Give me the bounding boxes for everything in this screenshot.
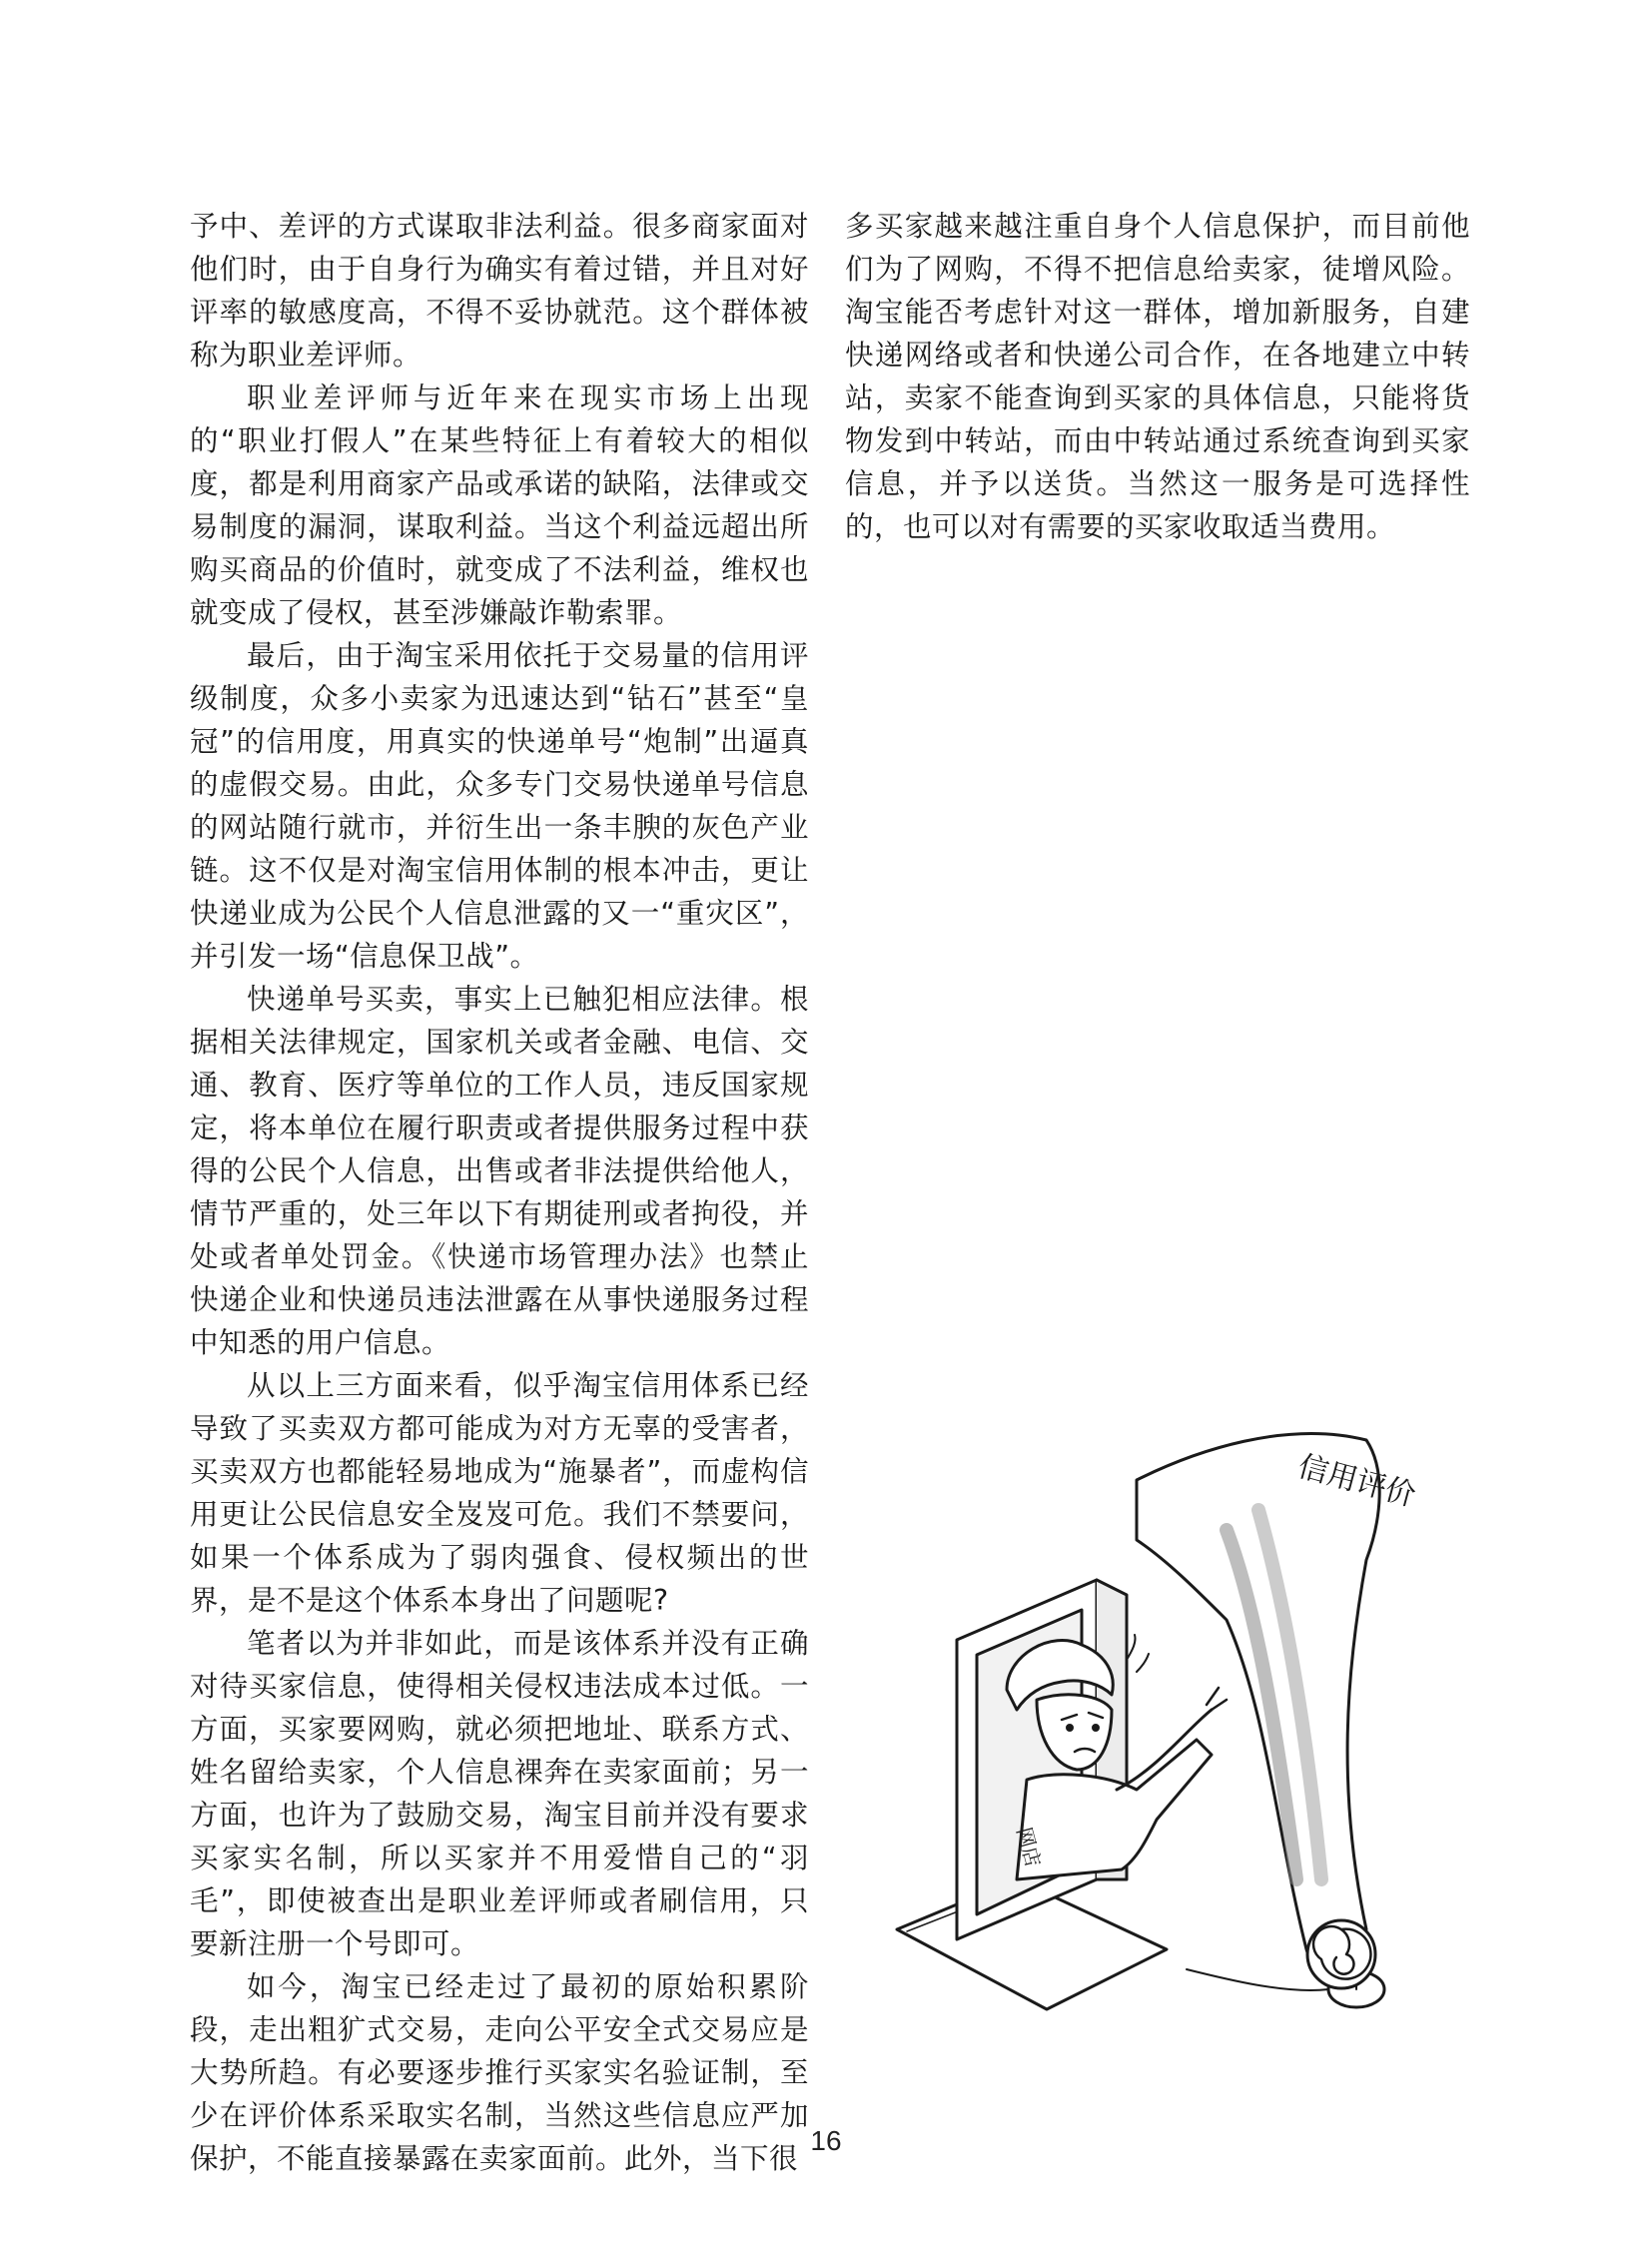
screen-label: 网店: [1012, 1825, 1046, 1869]
left-column: [190, 205, 809, 2180]
page-number: 16: [810, 2125, 842, 2156]
paragraph: 予中、差评的方式谋取非法利益。很多商家面对他们时，由于自身行为确实有着过错，并且对好评率的敏感度高，不得不妥协就范。这个群体被称为职业差评师。: [190, 210, 809, 372]
paragraph: 快递单号买卖，事实上已触犯相应法律。根据相关法律规定，国家机关或者金融、电信、交通、教育、医疗等单位的工作人员，违反国家规定，将本单位在履行职责或者提供服务过程中获得的公民个人信息，出售或者非法提供给他人，情节严重的，处三年以下有期徒刑或者拘役，并处或者单处罚金。《快递市场管理办法》也禁止快递企业和快递员违法泄露在从事快递服务过程中知悉的用户信息。: [190, 983, 809, 1359]
paragraph: 如今，淘宝已经走过了最初的原始积累阶段，走出粗犷式交易，走向公平安全式交易应是大势所趋。有必要逐步推行买家实名验证制，至少在评价体系采取实名制，当然这些信息应严加保护，不能直接暴露在卖家面前。此外，当下很: [190, 1970, 809, 2175]
paragraph: 多买家越来越注重自身个人信息保护，而目前他们为了网购，不得不把信息给卖家，徒增风险。淘宝能否考虑针对这一群体，增加新服务，自建快递网络或者和快递公司合作，在各地建立中转站，卖家不能查询到买家的具体信息，只能将货物发到中转站，而由中转站通过系统查询到买家信息，并予以送货。当然这一服务是可选择性的，也可以对有需要的买家收取适当费用。: [845, 210, 1470, 543]
cartoon-illustration: [867, 1410, 1456, 2019]
paragraph: 最后，由于淘宝采用依托于交易量的信用评级制度，众多小卖家为迅速达到“钻石”甚至“皇冠”的信用度，用真实的快递单号“炮制”出逼真的虚假交易。由此，众多专门交易快递单号信息的网站随行就市，并衍生出一条丰腴的灰色产业链。这不仅是对淘宝信用体制的根本冲击，更让快递业成为公民个人信息泄露的又一“重灾区”，并引发一场“信息保卫战”。: [190, 639, 809, 973]
right-column: [845, 205, 1470, 548]
paragraph: 职业差评师与近年来在现实市场上出现的“职业打假人”在某些特征上有着较大的相似度，都是利用商家产品或承诺的缺陷，法律或交易制度的漏洞，谋取利益。当这个利益远超出所购买商品的价值时，就变成了不法利益，维权也就变成了侵权，甚至涉嫌敲诈勒索罪。: [190, 381, 809, 629]
scroll-label: 信用评价: [1293, 1448, 1419, 1514]
paragraph: 从以上三方面来看，似乎淘宝信用体系已经导致了买卖双方都可能成为对方无辜的受害者，买卖双方也都能轻易地成为“施暴者”，而虚构信用更让公民信息安全岌岌可危。我们不禁要问，如果一个体系成为了弱肉强食、侵权频出的世界，是不是这个体系本身出了问题呢?: [190, 1369, 809, 1617]
paragraph: 笔者以为并非如此，而是该体系并没有正确对待买家信息，使得相关侵权违法成本过低。一方面，买家要网购，就必须把地址、联系方式、姓名留给卖家，个人信息裸奔在卖家面前；另一方面，也许为了鼓励交易，淘宝目前并没有要求买家实名制，所以买家并不用爱惜自己的“羽毛”，即使被查出是职业差评师或者刷信用，只要新注册一个号即可。: [190, 1627, 809, 1960]
